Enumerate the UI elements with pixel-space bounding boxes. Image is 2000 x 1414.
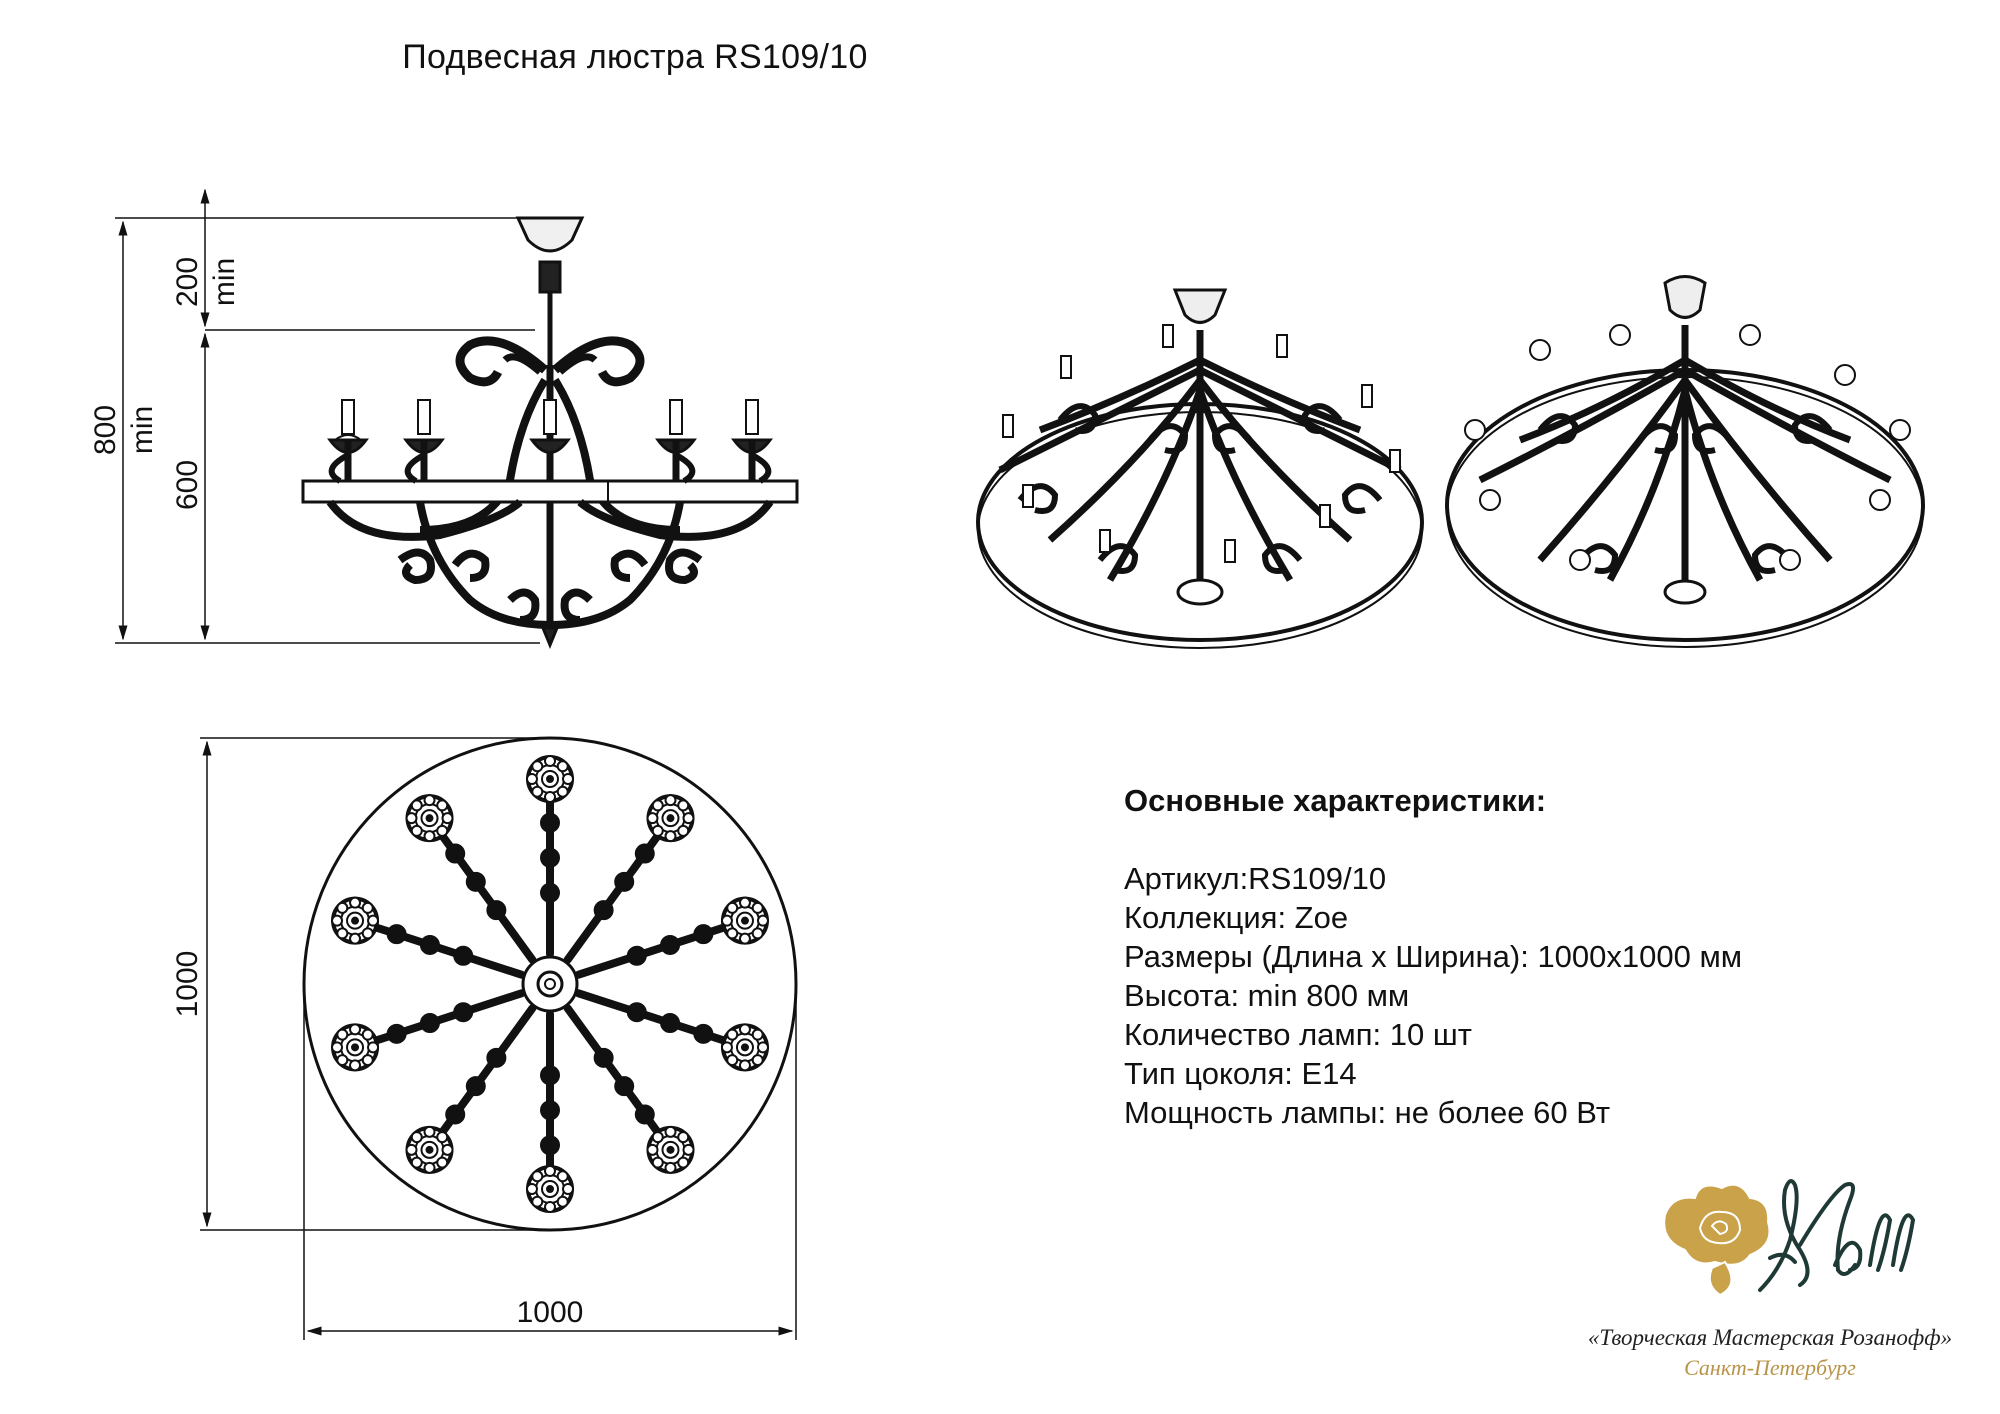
cup-ring bbox=[352, 1044, 358, 1050]
cup-petal bbox=[350, 1060, 360, 1070]
cup-petal bbox=[753, 1055, 763, 1065]
cup-petal bbox=[740, 934, 750, 944]
specifications-block bbox=[1124, 781, 1742, 1132]
arm-knot bbox=[544, 1139, 556, 1151]
cup-petal bbox=[350, 898, 360, 908]
cup-petal bbox=[722, 1042, 732, 1052]
cup-petal bbox=[363, 903, 373, 913]
cup-petal bbox=[332, 916, 342, 926]
arm-knot bbox=[631, 1006, 643, 1018]
cup-petal bbox=[332, 1042, 342, 1052]
cup-petal bbox=[678, 826, 688, 836]
cup-petal bbox=[665, 1127, 675, 1137]
cup-petal bbox=[407, 1145, 417, 1155]
cup-petal bbox=[412, 826, 422, 836]
cup-petal bbox=[653, 1132, 663, 1142]
arm-knot bbox=[544, 1104, 556, 1116]
arm-knot bbox=[631, 950, 643, 962]
cup-petal bbox=[368, 916, 378, 926]
cup-petal bbox=[558, 787, 568, 797]
arm-knot bbox=[598, 1052, 610, 1064]
isometric-view-left bbox=[978, 290, 1422, 648]
cup-petal bbox=[337, 1055, 347, 1065]
cup-petal bbox=[443, 1145, 453, 1155]
cup-petal bbox=[665, 795, 675, 805]
cup-petal bbox=[727, 1030, 737, 1040]
top-cup bbox=[407, 1127, 453, 1173]
cup-petal bbox=[647, 1145, 657, 1155]
arm-knot bbox=[544, 1069, 556, 1081]
cup-ring bbox=[667, 1147, 673, 1153]
cup-petal bbox=[532, 1171, 542, 1181]
studio-name: «Творческая Мастерская Розанофф» bbox=[1587, 1325, 1953, 1350]
arm-knot bbox=[470, 876, 482, 888]
cup-petal bbox=[532, 761, 542, 771]
arm-knot bbox=[470, 1080, 482, 1092]
cup-petal bbox=[727, 928, 737, 938]
diameter-vertical-label: 1000 bbox=[171, 950, 204, 1018]
cup-petal bbox=[545, 756, 555, 766]
cup-petal bbox=[753, 903, 763, 913]
arm-knot bbox=[664, 939, 676, 951]
diameter-horizontal-label: 1000 bbox=[516, 1296, 584, 1329]
cup-petal bbox=[545, 1202, 555, 1212]
top-cup bbox=[527, 1166, 573, 1212]
cup-ring bbox=[427, 1147, 433, 1153]
cup-petal bbox=[740, 898, 750, 908]
cup-petal bbox=[407, 813, 417, 823]
body-height-label: 600 bbox=[171, 459, 204, 511]
cup-petal bbox=[558, 1171, 568, 1181]
arm-knot bbox=[490, 904, 502, 916]
cup-petal bbox=[532, 1197, 542, 1207]
cup-petal bbox=[683, 813, 693, 823]
cup-ring bbox=[427, 815, 433, 821]
cup-petal bbox=[425, 831, 435, 841]
spec-lamp-power: Мощность лампы: не более 60 Вт bbox=[1124, 1095, 1611, 1130]
cup-petal bbox=[665, 831, 675, 841]
arm-knot bbox=[544, 887, 556, 899]
cup-petal bbox=[653, 826, 663, 836]
cup-petal bbox=[545, 792, 555, 802]
cup-petal bbox=[558, 761, 568, 771]
cup-petal bbox=[337, 928, 347, 938]
cup-petal bbox=[412, 1158, 422, 1168]
cup-petal bbox=[545, 1166, 555, 1176]
cup-petal bbox=[527, 1184, 537, 1194]
arm-knot bbox=[391, 928, 403, 940]
cup-petal bbox=[563, 774, 573, 784]
cup-petal bbox=[727, 1055, 737, 1065]
cup-petal bbox=[563, 1184, 573, 1194]
top-cup bbox=[722, 898, 768, 944]
cup-petal bbox=[678, 1158, 688, 1168]
cup-petal bbox=[437, 1132, 447, 1142]
spec-dimensions: Размеры (Длина х Ширина): 1000x1000 мм bbox=[1124, 939, 1743, 974]
arm-knot bbox=[424, 939, 436, 951]
arm-knot bbox=[618, 1080, 630, 1092]
cup-petal bbox=[425, 1163, 435, 1173]
cup-ring bbox=[742, 918, 748, 924]
cup-petal bbox=[350, 934, 360, 944]
cup-petal bbox=[558, 1197, 568, 1207]
specs-heading: Основные характеристики: bbox=[1124, 783, 1547, 818]
arm-knot bbox=[598, 904, 610, 916]
cup-petal bbox=[653, 1158, 663, 1168]
arm-knot bbox=[391, 1028, 403, 1040]
cup-ring bbox=[667, 815, 673, 821]
height-total-label: 800 bbox=[89, 404, 122, 456]
arm-knot bbox=[618, 876, 630, 888]
arm-knot bbox=[697, 1028, 709, 1040]
cup-petal bbox=[437, 800, 447, 810]
top-cup bbox=[332, 898, 378, 944]
studio-city: Санкт-Петербург bbox=[1684, 1355, 1856, 1380]
cup-petal bbox=[443, 813, 453, 823]
cup-petal bbox=[437, 826, 447, 836]
rozanoff-logo bbox=[1664, 1181, 1913, 1295]
cup-petal bbox=[753, 928, 763, 938]
suspension-min-label: min bbox=[208, 257, 241, 307]
top-cup bbox=[407, 795, 453, 841]
cup-petal bbox=[665, 1163, 675, 1173]
top-cup bbox=[647, 1127, 693, 1173]
cup-petal bbox=[532, 787, 542, 797]
cup-petal bbox=[683, 1145, 693, 1155]
spec-lamp-count: Количество ламп: 10 шт bbox=[1124, 1017, 1472, 1052]
cup-petal bbox=[758, 1042, 768, 1052]
front-view bbox=[303, 218, 797, 645]
arm-knot bbox=[664, 1017, 676, 1029]
top-view bbox=[304, 738, 796, 1230]
arm-knot bbox=[457, 950, 469, 962]
spec-collection: Коллекция: Zoe bbox=[1124, 900, 1349, 935]
arm-knot bbox=[639, 848, 651, 860]
iso-canopy bbox=[1175, 290, 1225, 323]
cup-petal bbox=[753, 1030, 763, 1040]
cup-ring bbox=[547, 1186, 553, 1192]
canopy bbox=[518, 218, 582, 251]
finial bbox=[543, 628, 557, 645]
spec-socket-type: Тип цоколя: E14 bbox=[1124, 1056, 1357, 1091]
arm-knot bbox=[544, 817, 556, 829]
arm-knot bbox=[449, 848, 461, 860]
cup-petal bbox=[758, 916, 768, 926]
arm-knot bbox=[639, 1108, 651, 1120]
height-total-min-label: min bbox=[126, 405, 159, 455]
signature-mark bbox=[1760, 1181, 1913, 1290]
cup-petal bbox=[363, 928, 373, 938]
arm-knot bbox=[490, 1052, 502, 1064]
cup-petal bbox=[722, 916, 732, 926]
arm-knot bbox=[544, 852, 556, 864]
cup-petal bbox=[727, 903, 737, 913]
cup-petal bbox=[678, 1132, 688, 1142]
page-title: Подвесная люстра RS109/10 bbox=[402, 38, 868, 76]
cup-petal bbox=[363, 1030, 373, 1040]
cup-petal bbox=[678, 800, 688, 810]
cup-petal bbox=[527, 774, 537, 784]
arm-knot bbox=[457, 1006, 469, 1018]
top-cup bbox=[527, 756, 573, 802]
cup-petal bbox=[337, 903, 347, 913]
cup-petal bbox=[653, 800, 663, 810]
cup-ring bbox=[742, 1044, 748, 1050]
cup-petal bbox=[425, 1127, 435, 1137]
top-cup bbox=[647, 795, 693, 841]
top-cup bbox=[332, 1024, 378, 1070]
cup-petal bbox=[412, 1132, 422, 1142]
cup-petal bbox=[647, 813, 657, 823]
cup-petal bbox=[740, 1024, 750, 1034]
cup-petal bbox=[412, 800, 422, 810]
cup-petal bbox=[425, 795, 435, 805]
arm-knot bbox=[449, 1108, 461, 1120]
cup-petal bbox=[368, 1042, 378, 1052]
cup-petal bbox=[437, 1158, 447, 1168]
cup-petal bbox=[350, 1024, 360, 1034]
spec-article: Артикул:RS109/10 bbox=[1124, 861, 1387, 896]
cup-petal bbox=[363, 1055, 373, 1065]
cup-petal bbox=[337, 1030, 347, 1040]
arm-knot bbox=[424, 1017, 436, 1029]
spec-height: Высота: min 800 мм bbox=[1124, 978, 1410, 1013]
arm-knot bbox=[697, 928, 709, 940]
canopy-joint bbox=[540, 262, 560, 292]
suspension-label: 200 bbox=[171, 256, 204, 308]
ring-band bbox=[303, 481, 797, 502]
cup-ring bbox=[352, 918, 358, 924]
isometric-view-right bbox=[1447, 277, 1923, 648]
cup-petal bbox=[740, 1060, 750, 1070]
rose-emblem bbox=[1664, 1185, 1769, 1295]
top-cup bbox=[722, 1024, 768, 1070]
cup-ring bbox=[547, 776, 553, 782]
